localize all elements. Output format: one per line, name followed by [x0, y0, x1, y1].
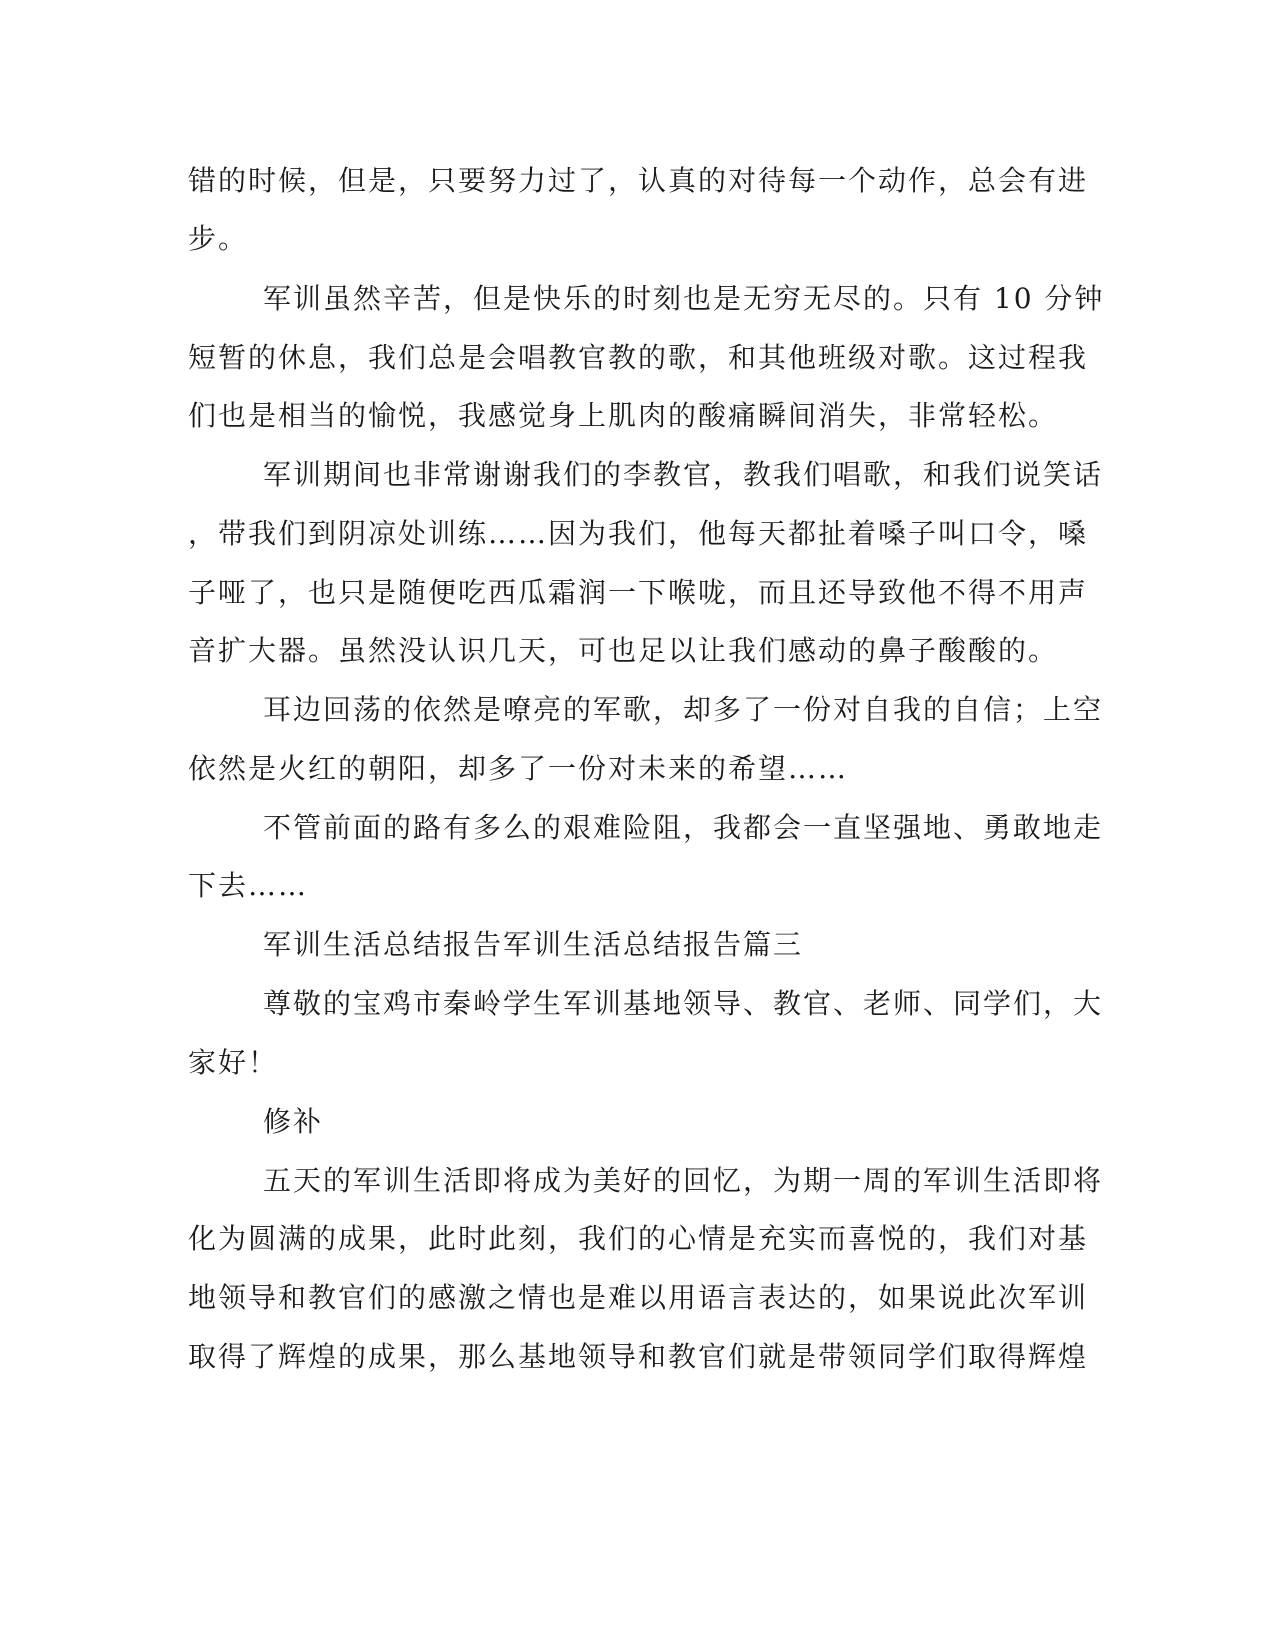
text-line: 下去……	[188, 869, 309, 902]
text-line: 五天的军训生活即将成为美好的回忆，为期一周的军训生活即将	[263, 1164, 1104, 1197]
text-line: 军训期间也非常谢谢我们的李教官，教我们唱歌，和我们说笑话	[263, 458, 1104, 491]
text-line: 短暂的休息，我们总是会唱教官教的歌，和其他班级对歌。这过程我	[188, 341, 1089, 374]
text-line: 错的时候，但是，只要努力过了，认真的对待每一个动作，总会有进	[188, 164, 1089, 197]
text-line: ，带我们到阴凉处训练……因为我们，他每天都扯着嗓子叫口令，嗓	[188, 517, 1089, 550]
text-line: 取得了辉煌的成果，那么基地领导和教官们就是带领同学们取得辉煌	[188, 1340, 1089, 1373]
text-line: 步。	[188, 222, 249, 255]
text-line: 军训虽然辛苦，但是快乐的时刻也是无穷无尽的。只有 10 分钟	[263, 282, 1105, 315]
text-line: 们也是相当的愉悦，我感觉身上肌肉的酸痛瞬间消失，非常轻松。	[188, 399, 1059, 432]
text-line: 音扩大器。虽然没认识几天，可也足以让我们感动的鼻子酸酸的。	[188, 634, 1059, 667]
text-line: 地领导和教官们的感激之情也是难以用语言表达的，如果说此次军训	[188, 1281, 1089, 1314]
text-line: 化为圆满的成果，此时此刻，我们的心情是充实而喜悦的，我们对基	[188, 1222, 1089, 1255]
text-line: 依然是火红的朝阳，却多了一份对未来的希望……	[188, 752, 849, 785]
section-heading: 军训生活总结报告军训生活总结报告篇三	[263, 928, 804, 961]
text-line: 子哑了，也只是随便吃西瓜霜润一下喉咙，而且还导致他不得不用声	[188, 576, 1089, 609]
text-line: 尊敬的宝鸡市秦岭学生军训基地领导、教官、老师、同学们，大	[263, 987, 1104, 1020]
text-line: 家好！	[188, 1046, 279, 1079]
text-line: 不管前面的路有多么的艰难险阻，我都会一直坚强地、勇敢地走	[263, 811, 1104, 844]
text-line: 修补	[263, 1105, 324, 1138]
text-line: 耳边回荡的依然是嘹亮的军歌，却多了一份对自我的自信；上空	[263, 693, 1104, 726]
